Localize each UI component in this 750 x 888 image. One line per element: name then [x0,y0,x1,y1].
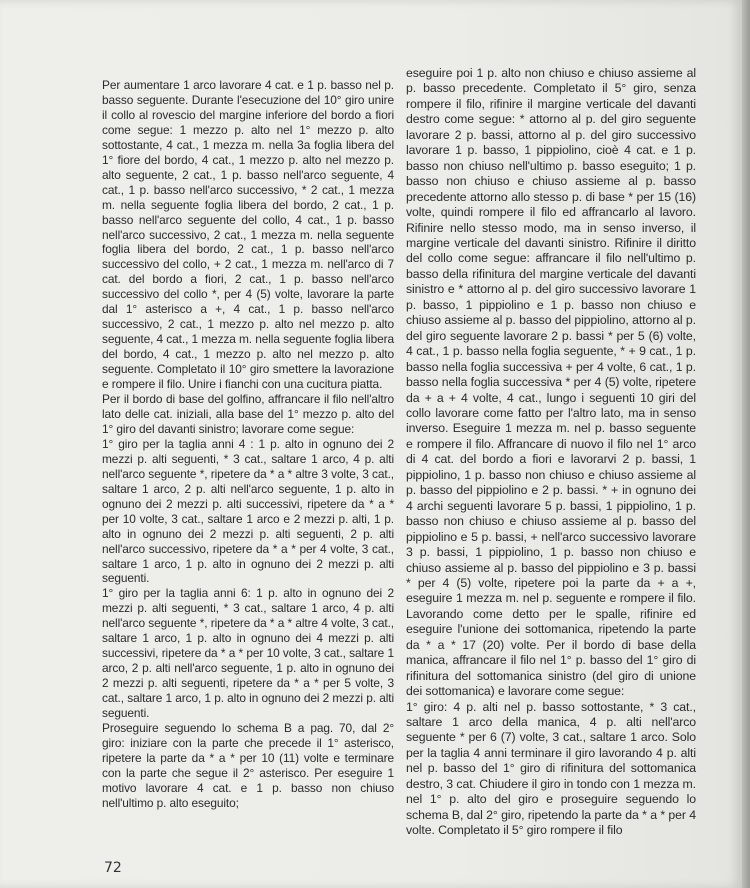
right-text-column: eseguire poi 1 p. alto non chiuso e chiuso assieme al p. basso precedente. Completato il 5° giro, senza rompere il filo, rifinire il margine verticale del davanti destro come segue: * attorno al p. del giro seguente lavorare 2 p. bassi, attorno al p. del giro successivo lavorare 1 p. basso, 1 pippiolino, cioè 4 cat. e 1 p. basso non chiuso nell'ultimo p. basso eseguito; 1 p. basso non chiuso e chiuso assieme al p. basso precedente attorno allo stesso p. di base * per 15 (16) volte, quindi rompere il filo ed affrancarlo al lavoro. Rifinire nello stesso modo, ma in senso inverso, il margine verticale del davanti sinistro. Rifinire il diritto del collo come segue: affrancare il filo nell'ultimo p. basso della rifinitura del margine verticale del davanti sinistro e * attorno al p. del giro successivo lavorare 1 p. basso, 1 pippiolino e 1 p. basso non chiuso e chiuso assieme al p. basso del pippiolino, attorno al p. del giro seguente lavorare 2 p. bassi * per 5 (6) volte, 4 cat., 1 p. basso nella foglia seguente, * + 9 cat., 1 p. basso nella foglia successiva + per 4 volte, 6 cat., 1 p. basso nella foglia successiva * per 4 (5) volte, ripetere da + a + 4 volte, 4 cat., lungo i seguenti 10 giri del collo lavorare come fatto per l'altro lato, ma in senso inverso. Eseguire 1 mezza m. nel p. basso seguente e rompere il filo. Affrancare di nuovo il filo nel 1° arco di 4 cat. del bordo a fiori e lavorarvi 2 p. bassi, 1 pippiolino, 1 p. basso non chiuso e chiuso assieme al p. basso del pippiolino e 2 p. bassi. * + in ognuno dei 4 archi seguenti lavorare 5 p. bassi, 1 pippiolino, 1 p. basso non chiuso e chiuso assieme al p. basso del pippiolino e 5 p. bassi, + nell'arco successivo lavorare 3 p. bassi, 1 pippiolino, 1 p. basso non chiuso e chiuso assieme al p. basso del pippiolino e 3 p. bassi * per 4 (5) volte, ripetere poi la parte da + a +, eseguire 1 mezza m. nel p. seguente e rompere il filo. Lavorando come detto per le spalle, rifinire ed eseguire l'unione dei sottomanica, ripetendo la parte da * a * 17 (20) volte. Per il bordo di base della manica, affrancare il filo nel 1° p. basso del 1° giro di rifinitura del sottomanica sinistro (del giro di unione dei sottomanica) e lavorare come segue: 1° giro: 4 p. alti nel p. basso sottostante, * 3 cat., saltare 1 arco della manica, 4 p. alti nell'arco seguente * per 6 (7) volte, 3 cat., saltare 1 arco. Solo per la taglia 4 anni terminare il giro lavorando 4 p. alti nel p. basso del 1° giro di rifinitura del sottomanica destro, 3 cat. Chiudere il giro in tondo con 1 mezza m. nel 1° p. alto del giro e proseguire seguendo lo schema B, dal 2° giro, ripetendo la parte da * a * per 4 volte. Completato il 5° giro rompere il filo [406,66,696,838]
page-edge [742,0,750,888]
page-number: 72 [104,860,122,876]
left-text-column: Per aumentare 1 arco lavorare 4 cat. e 1 p. basso nel p. basso seguente. Durante l'esecuzione del 10° giro unire il collo al rovescio del margine inferiore del bordo a fiori come segue: 1 mezzo p. alto nel 1° mezzo p. alto sottostante, 4 cat., 1 mezza m. nella 3a foglia libera del 1° fiore del bordo, 4 cat., 1 mezzo p. alto nel mezzo p. alto seguente, 2 cat., 1 p. basso nell'arco seguente, 4 cat., 1 p. basso nell'arco successivo, * 2 cat., 1 mezza m. nella seguente foglia libera del bordo, 2 cat., 1 p. basso nell'arco seguente del collo, 4 cat., 1 p. basso nell'arco successivo, 2 cat., 1 mezza m. nella seguente foglia libera del bordo, 2 cat., 1 p. basso nell'arco successivo del collo, + 2 cat., 1 mezza m. nell'arco di 7 cat. del bordo a fiori, 2 cat., 1 p. basso nell'arco successivo del collo *, per 4 (5) volte, lavorare la parte dal 1° asterisco a +, 4 cat., 1 p. basso nell'arco successivo, 2 cat., 1 mezzo p. alto nel mezzo p. alto seguente, 4 cat., 1 mezza m. nella seguente foglia libera del bordo, 4 cat., 1 mezzo p. alto nel mezzo p. alto seguente. Completato il 10° giro smettere la lavorazione e rompere il filo. Unire i fianchi con una cucitura piatta. Per il bordo di base del golfino, affrancare il filo nell'altro lato delle cat. iniziali, alla base del 1° mezzo p. alto del 1° giro del davanti sinistro; lavorare come segue: 1° giro per la taglia anni 4 : 1 p. alto in ognuno dei 2 mezzi p. alti seguenti, * 3 cat., saltare 1 arco, 4 p. alti nell'arco seguente *, ripetere da * a * altre 3 volte, 3 cat., saltare 1 arco, 2 p. alti nell'arco seguente, 1 p. alto in ognuno dei 2 mezzi p. alti successivi, ripetere da * a * per 10 volte, 3 cat., saltare 1 arco e 2 mezzi p. alti, 1 p. alto in ognuno dei 2 mezzi p. alti seguenti, 2 p. alti nell'arco successivo, ripetere da * a * per 4 volte, 3 cat., saltare 1 arco, 1 p. alto in ognuno dei 2 mezzi p. alti seguenti. 1° giro per la taglia anni 6: 1 p. alto in ognuno dei 2 mezzi p. alti seguenti, * 3 cat., saltare 1 arco, 4 p. alti nell'arco seguente *, ripetere da * a * altre 4 volte, 3 cat., saltare 1 arco, 1 p. alto in ognuno dei 4 mezzi p. alti successivi, ripetere da * a * per 10 volte, 3 cat., saltare 1 arco, 2 p. alti nell'arco seguente, 1 p. alto in ognuno dei 2 mezzi p. alti seguenti, ripetere da * a * per 5 volte, 3 cat., saltare 1 arco, 1 p. alto in ognuno dei 2 mezzi p. alti seguenti. Proseguire seguendo lo schema B a pag. 70, dal 2° giro: iniziare con la parte che precede il 1° asterisco, ripetere la parte da * a * per 10 (11) volte e terminare con la parte che segue il 2° asterisco. Per eseguire 1 motivo lavorare 4 cat. e 1 p. basso non chiuso nell'ultimo p. alto eseguito; [102,78,394,810]
